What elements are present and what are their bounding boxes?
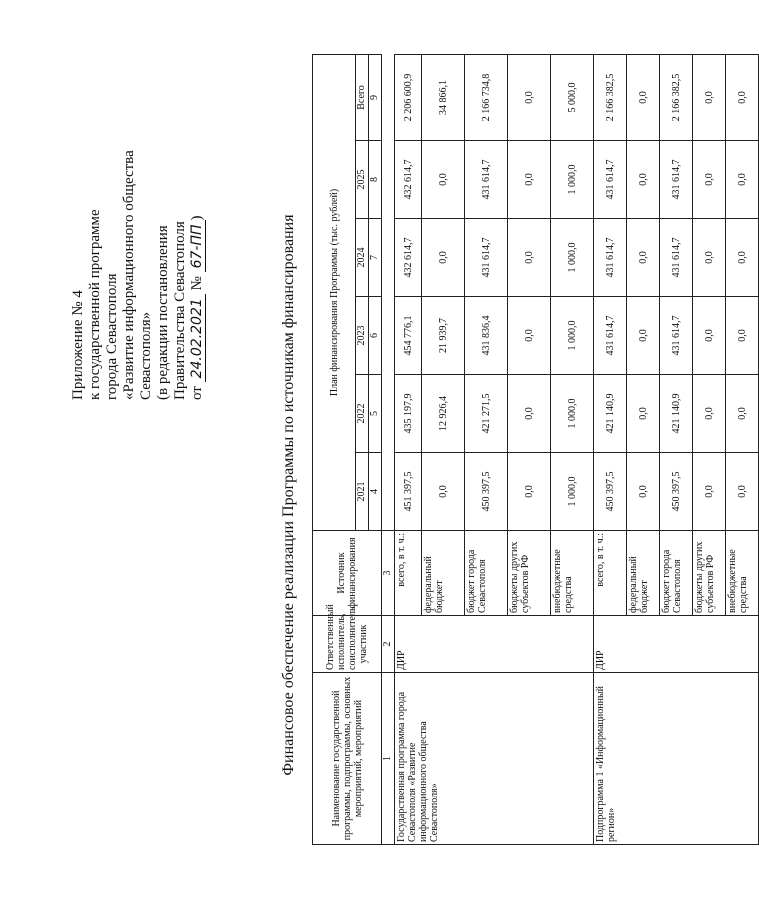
document-title: Финансовое обеспечение реализации Программы по источникам финансирования	[280, 214, 297, 776]
value-cell: 1 000,0	[551, 453, 594, 531]
source-cell: всего, в т. ч.:	[594, 531, 627, 616]
value-cell: 454 776,1	[395, 297, 422, 375]
index-3: 3	[382, 531, 395, 616]
value-cell: 0,0	[693, 297, 726, 375]
value-cell: 0,0	[508, 297, 551, 375]
index-9: 9	[369, 54, 382, 140]
source-cell: федеральный бюджет	[422, 531, 465, 616]
value-cell: 432 614,7	[395, 219, 422, 297]
index-1: 1	[382, 673, 395, 845]
value-cell: 1 000,0	[551, 375, 594, 453]
value-cell: 431 614,7	[594, 219, 627, 297]
index-2: 2	[382, 616, 395, 673]
header-year-2025: 2025	[356, 141, 369, 219]
value-cell: 0,0	[627, 297, 660, 375]
index-7: 7	[369, 219, 382, 297]
value-cell: 431 614,7	[660, 297, 693, 375]
number-handwritten: 67-ПП	[189, 220, 206, 272]
value-cell: 431 836,4	[465, 297, 508, 375]
value-cell: 450 397,5	[465, 453, 508, 531]
header-year-2023: 2023	[356, 297, 369, 375]
source-cell: бюджет города Севастополя	[465, 531, 508, 616]
value-cell: 0,0	[693, 375, 726, 453]
value-cell: 431 614,7	[660, 219, 693, 297]
value-cell: 34 866,1	[422, 54, 465, 140]
value-cell: 2 166 734,8	[465, 54, 508, 140]
header-source: Источник финансирования	[313, 531, 382, 616]
value-cell: 450 397,5	[660, 453, 693, 531]
source-cell: федеральный бюджет	[627, 531, 660, 616]
value-cell: 2 166 382,5	[660, 54, 693, 140]
value-cell: 0,0	[627, 219, 660, 297]
value-cell: 2 206 600,9	[395, 54, 422, 140]
value-cell: 0,0	[726, 297, 759, 375]
annex-line-1: Приложение № 4	[70, 290, 86, 400]
source-cell: бюджеты других субъектов РФ	[508, 531, 551, 616]
value-cell: 0,0	[693, 141, 726, 219]
value-cell: 0,0	[508, 54, 551, 140]
date-handwritten: 24.02.2021	[189, 294, 206, 382]
index-4: 4	[369, 453, 382, 531]
header-index-row	[382, 54, 395, 844]
header-total: Всего	[356, 54, 369, 140]
value-cell: 0,0	[726, 453, 759, 531]
header-year-2022: 2022	[356, 375, 369, 453]
source-cell: внебюджетные средства	[551, 531, 594, 616]
header-year-2021: 2021	[356, 453, 369, 531]
value-cell: 0,0	[726, 375, 759, 453]
source-cell: бюджет города Севастополя	[660, 531, 693, 616]
value-cell: 0,0	[726, 219, 759, 297]
date-prefix: от	[189, 386, 205, 400]
value-cell: 1 000,0	[551, 141, 594, 219]
index-6: 6	[369, 297, 382, 375]
value-cell: 0,0	[693, 54, 726, 140]
annex-line-4: «Развитие информационного общества	[121, 150, 137, 400]
annex-line-5: Севастополя»	[138, 311, 154, 400]
value-cell: 1 000,0	[551, 297, 594, 375]
value-cell: 431 614,7	[594, 297, 627, 375]
value-cell: 421 271,5	[465, 375, 508, 453]
value-cell: 0,0	[627, 375, 660, 453]
annex-line-3: города Севастополя	[104, 273, 120, 400]
value-cell: 2 166 382,5	[594, 54, 627, 140]
annex-line-6: (в редакции постановления	[155, 225, 171, 400]
source-cell: всего, в т. ч.:	[395, 531, 422, 616]
header-plan: План финансирования Программы (тыс. рублей)	[313, 54, 356, 530]
index-8: 8	[369, 141, 382, 219]
value-cell: 0,0	[627, 141, 660, 219]
subprogram-executor: ДИР	[594, 616, 759, 673]
value-cell: 431 614,7	[465, 219, 508, 297]
program-executor: ДИР	[395, 616, 594, 673]
table-row	[594, 54, 627, 844]
value-cell: 0,0	[508, 219, 551, 297]
annex-line-7: Правительства Севастополя	[172, 221, 188, 400]
value-cell: 5 000,0	[551, 54, 594, 140]
annex-date-line: от 24.02.2021 № 67-ПП)	[189, 215, 205, 400]
value-cell: 450 397,5	[594, 453, 627, 531]
value-cell: 0,0	[422, 219, 465, 297]
value-cell: 0,0	[693, 453, 726, 531]
value-cell: 0,0	[508, 141, 551, 219]
value-cell: 451 397,5	[395, 453, 422, 531]
value-cell: 0,0	[726, 141, 759, 219]
value-cell: 1 000,0	[551, 219, 594, 297]
source-cell: внебюджетные средства	[726, 531, 759, 616]
value-cell: 0,0	[627, 54, 660, 140]
value-cell: 431 614,7	[465, 141, 508, 219]
header-executor: Ответственный исполнитель, соисполнитель, участник	[313, 616, 382, 673]
value-cell: 431 614,7	[660, 141, 693, 219]
value-cell: 0,0	[693, 219, 726, 297]
annex-line-2: к государственной программе	[87, 209, 103, 400]
value-cell: 0,0	[422, 453, 465, 531]
value-cell: 421 140,9	[594, 375, 627, 453]
value-cell: 431 614,7	[594, 141, 627, 219]
value-cell: 435 197,9	[395, 375, 422, 453]
value-cell: 0,0	[726, 54, 759, 140]
value-cell: 0,0	[627, 453, 660, 531]
table-row	[395, 54, 422, 844]
financing-table	[312, 54, 759, 845]
annex-block	[70, 40, 206, 400]
source-cell: бюджеты других субъектов РФ	[693, 531, 726, 616]
number-prefix: №	[189, 276, 205, 291]
value-cell: 0,0	[508, 375, 551, 453]
value-cell: 421 140,9	[660, 375, 693, 453]
header-year-2024: 2024	[356, 219, 369, 297]
header-name: Наименование государственной программы, подпрограммы, основных мероприятий, мероприятий	[313, 673, 382, 845]
value-cell: 12 926,4	[422, 375, 465, 453]
value-cell: 432 614,7	[395, 141, 422, 219]
program-name: Государственная программа города Севастополя «Развитие информационного общества Севастополя»	[395, 673, 594, 845]
value-cell: 0,0	[422, 141, 465, 219]
value-cell: 21 939,7	[422, 297, 465, 375]
index-5: 5	[369, 375, 382, 453]
subprogram-name: Подпрограмма 1 «Информационный регион»	[594, 673, 759, 845]
value-cell: 0,0	[508, 453, 551, 531]
header-row-1	[313, 54, 356, 844]
